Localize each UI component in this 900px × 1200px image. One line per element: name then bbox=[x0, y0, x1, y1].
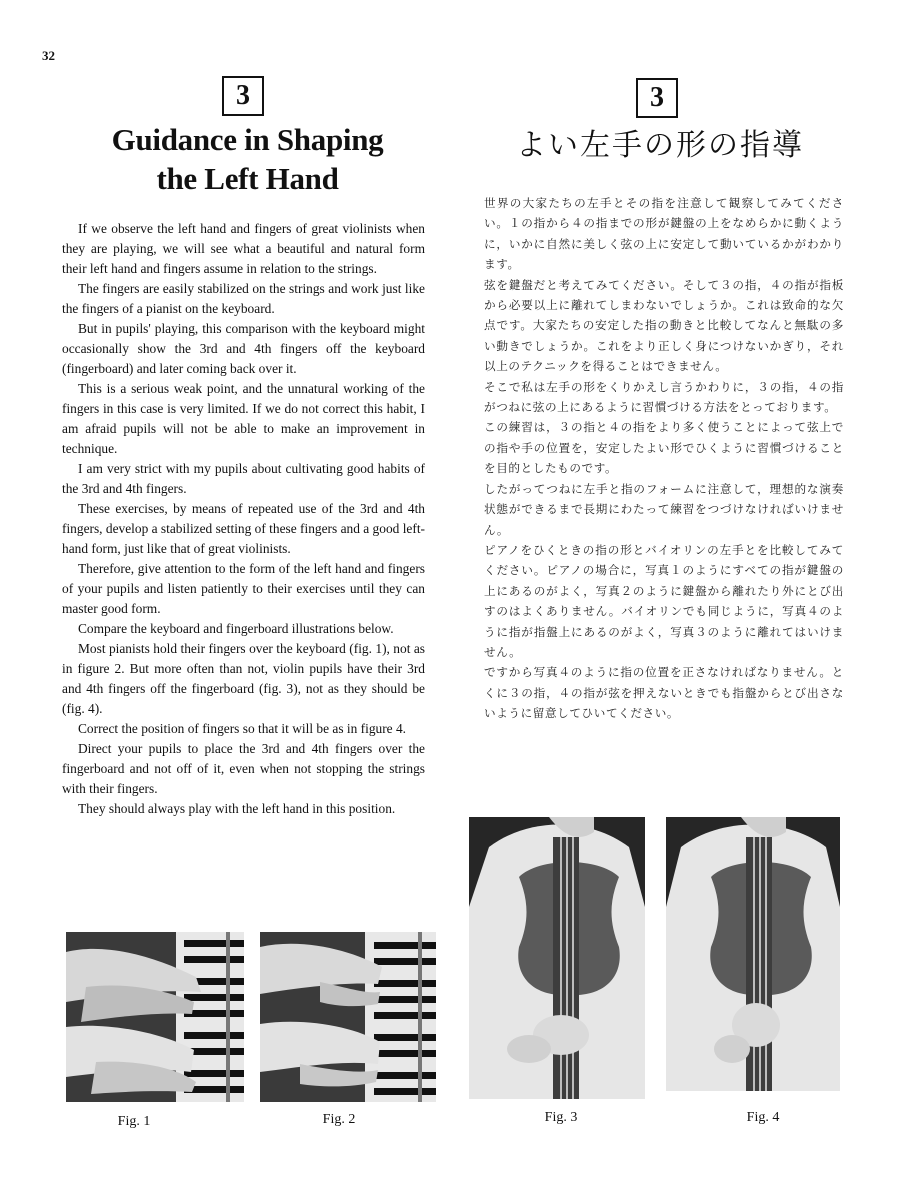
japanese-body-text bbox=[484, 193, 844, 724]
page-title-jp: よい左手の形の指導 bbox=[516, 128, 804, 163]
paragraph: The fingers are easily stabilized on the strings and work just like the fingers of a pianist on the keyboard. bbox=[62, 281, 425, 316]
page-title-en bbox=[70, 120, 425, 198]
violinist-fingers-off-image bbox=[469, 817, 645, 1099]
fig2-photo bbox=[260, 932, 436, 1102]
paragraph-jp: この練習は，３の指と４の指をより多く使うことによって弦上での指や手の位置を，安定したよい形でひくように習慣づけることを目的としたものです。 bbox=[484, 420, 844, 476]
paragraph: These exercises, by means of repeated use of the 3rd and 4th fingers, develop a stabilized setting of these fingers and a good left-hand form, just like that of great violinists. bbox=[62, 501, 425, 556]
paragraph: Most pianists hold their fingers over the keyboard (fig. 1), not as in figure 2. But more often than not, violin pupils have their 3rd and 4th fingers off the fingerboard (fig. 3), not as they should be (fig. 4). bbox=[62, 641, 425, 716]
title-line-1: Guidance in Shaping bbox=[111, 122, 384, 157]
section-number-box-jp: 3 bbox=[636, 78, 678, 118]
english-body-text bbox=[62, 219, 425, 819]
paragraph: I am very strict with my pupils about cultivating good habits of the 3rd and 4th fingers. bbox=[62, 461, 425, 496]
piano-hands-image bbox=[66, 932, 244, 1102]
fig2-caption: Fig. 2 bbox=[322, 1112, 356, 1127]
section-number-box-en: 3 bbox=[222, 76, 264, 116]
paragraph-jp: 世界の大家たちの左手とその指を注意して観察してみてください。１の指から４の指までの形が鍵盤の上をなめらかに動くように，いかに自然に美しく弦の上に安定して動いているかがわかります。 bbox=[484, 196, 844, 272]
fig3-photo bbox=[469, 817, 645, 1099]
paragraph-jp: ピアノをひくときの指の形とバイオリンの左手とを比較してみてください。ピアノの場合に，写真１のようにすべての指が鍵盤の上にあるのがよく，写真２のように鍵盤から離れたり外にとび出すのはよくありません。バイオリンでも同じように，写真４のように指が指盤上にあるのがよく，写真３のように離れてはいけません。 bbox=[484, 542, 844, 659]
paragraph: Direct your pupils to place the 3rd and 4th fingers over the fingerboard and not off of it, even when not stopping the strings with their fingers. bbox=[62, 741, 425, 796]
paragraph: Compare the keyboard and fingerboard illustrations below. bbox=[78, 621, 394, 636]
fig1-photo bbox=[66, 932, 244, 1102]
fig4-caption: Fig. 4 bbox=[746, 1110, 780, 1125]
fig3-caption: Fig. 3 bbox=[544, 1110, 578, 1125]
fig4-photo bbox=[666, 817, 840, 1091]
paragraph: Therefore, give attention to the form of the left hand and fingers of your pupils and listen patiently to their exercises until they can master good form. bbox=[62, 561, 425, 616]
paragraph: If we observe the left hand and fingers of great violinists when they are playing, we will see what a beautiful and natural form their left hand and fingers assume in relation to the strings. bbox=[62, 221, 425, 276]
violinist-fingers-over-image bbox=[666, 817, 840, 1091]
paragraph-jp: ですから写真４のように指の位置を正さなければなりません。とくに３の指，４の指が弦を押えないときでも指盤からとび出さないように留意してひいてください。 bbox=[484, 665, 844, 721]
paragraph: Correct the position of fingers so that it will be as in figure 4. bbox=[78, 721, 407, 736]
paragraph: But in pupils' playing, this comparison with the keyboard might occasionally show the 3rd and 4th fingers off the keyboard (fingerboard) and later coming back over it. bbox=[62, 321, 425, 376]
piano-fingers-lifted-image bbox=[260, 932, 436, 1102]
paragraph-jp: そこで私は左手の形をくりかえし言うかわりに，３の指，４の指がつねに弦の上にあるように習慣づける方法をとっております。 bbox=[484, 379, 844, 415]
fig1-caption: Fig. 1 bbox=[117, 1114, 151, 1129]
page-number: 32 bbox=[42, 48, 55, 63]
title-line-2: the Left Hand bbox=[156, 161, 339, 196]
paragraph: They should always play with the left hand in this position. bbox=[78, 801, 396, 816]
paragraph-jp: したがってつねに左手と指のフォームに注意して，理想的な演奏状態ができるまで長期にわたって練習をつづけなければいけません。 bbox=[484, 481, 844, 537]
paragraph: This is a serious weak point, and the unnatural working of the fingers in this case is very limited. If we do not correct this habit, I am afraid pupils will not be able to make an improvement in technique. bbox=[62, 381, 425, 456]
paragraph-jp: 弦を鍵盤だと考えてみてください。そして３の指，４の指が指板から必要以上に離れてしまわないでしょうか。これは致命的な欠点です。大家たちの安定した指の動きと比較してなんと無駄の多い動きでしょうか。これをより正しく身につけないかぎり，それ以上のテクニックを得ることはできません。 bbox=[484, 277, 844, 374]
